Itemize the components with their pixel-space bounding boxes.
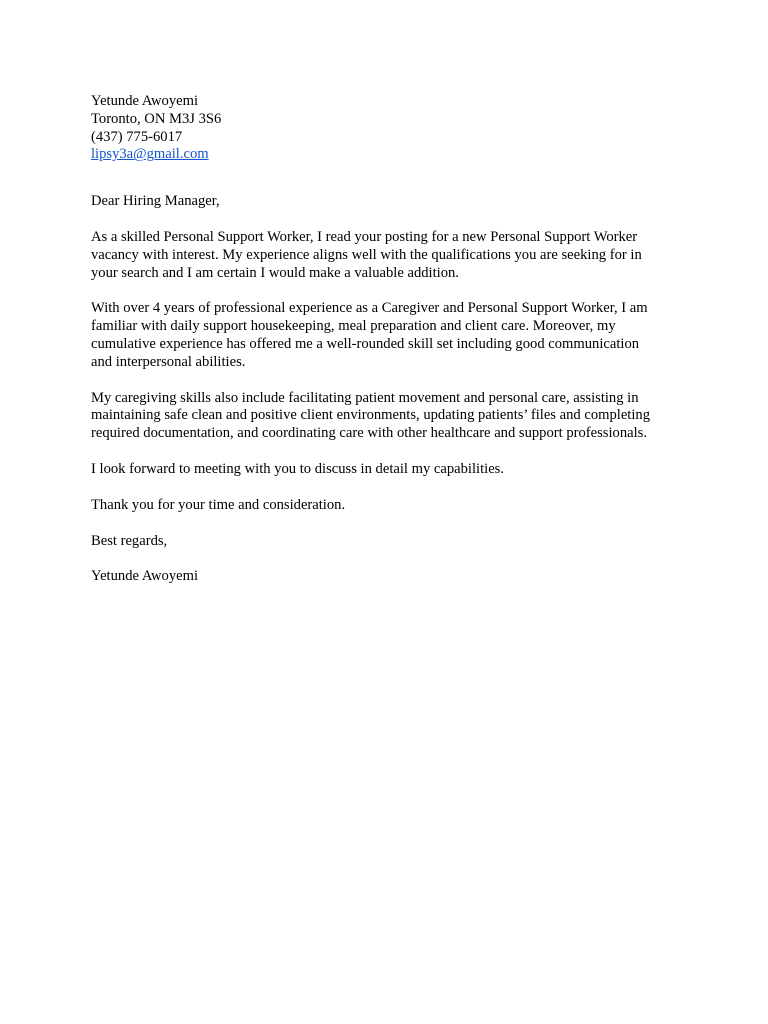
sender-phone: (437) 775-6017 — [91, 128, 183, 145]
paragraph-line: and interpersonal abilities. — [91, 353, 246, 370]
paragraph-line: As a skilled Personal Support Worker, I read your posting for a new Personal Support Worker — [91, 228, 638, 245]
cover-letter — [91, 93, 691, 586]
paragraph-line: required documentation, and coordinating care with other healthcare and support professionals. — [91, 425, 647, 442]
closing-regards: Best regards, — [91, 532, 168, 549]
paragraph-intro — [91, 229, 691, 282]
paragraph-line: With over 4 years of professional experience as a Caregiver and Personal Support Worker, I am — [91, 300, 648, 317]
paragraph-line: cumulative experience has offered me a well-rounded skill set including good communication — [91, 335, 640, 352]
closing-meeting: I look forward to meeting with you to discuss in detail my capabilities. — [91, 460, 505, 477]
salutation: Dear Hiring Manager, — [91, 193, 220, 210]
paragraph-skills — [91, 390, 691, 443]
paragraph-line: maintaining safe clean and positive client environments, updating patients’ files and completing — [91, 407, 651, 424]
paragraph-line: My caregiving skills also include facilitating patient movement and personal care, assisting in — [91, 389, 639, 406]
sender-block — [91, 93, 691, 164]
paragraph-line: familiar with daily support housekeeping, meal preparation and client care. Moreover, my — [91, 318, 616, 335]
sender-name: Yetunde Awoyemi — [91, 93, 199, 109]
paragraph-line: vacancy with interest. My experience aligns well with the qualifications you are seeking for in — [91, 246, 642, 263]
paragraph-experience — [91, 300, 691, 371]
paragraph-line: your search and I am certain I would make a valuable addition. — [91, 264, 459, 281]
sender-address: Toronto, ON M3J 3S6 — [91, 110, 222, 127]
signature-name: Yetunde Awoyemi — [91, 568, 199, 585]
closing-thanks: Thank you for your time and consideration. — [91, 496, 346, 513]
sender-email-link[interactable]: lipsy3a@gmail.com — [91, 146, 209, 163]
